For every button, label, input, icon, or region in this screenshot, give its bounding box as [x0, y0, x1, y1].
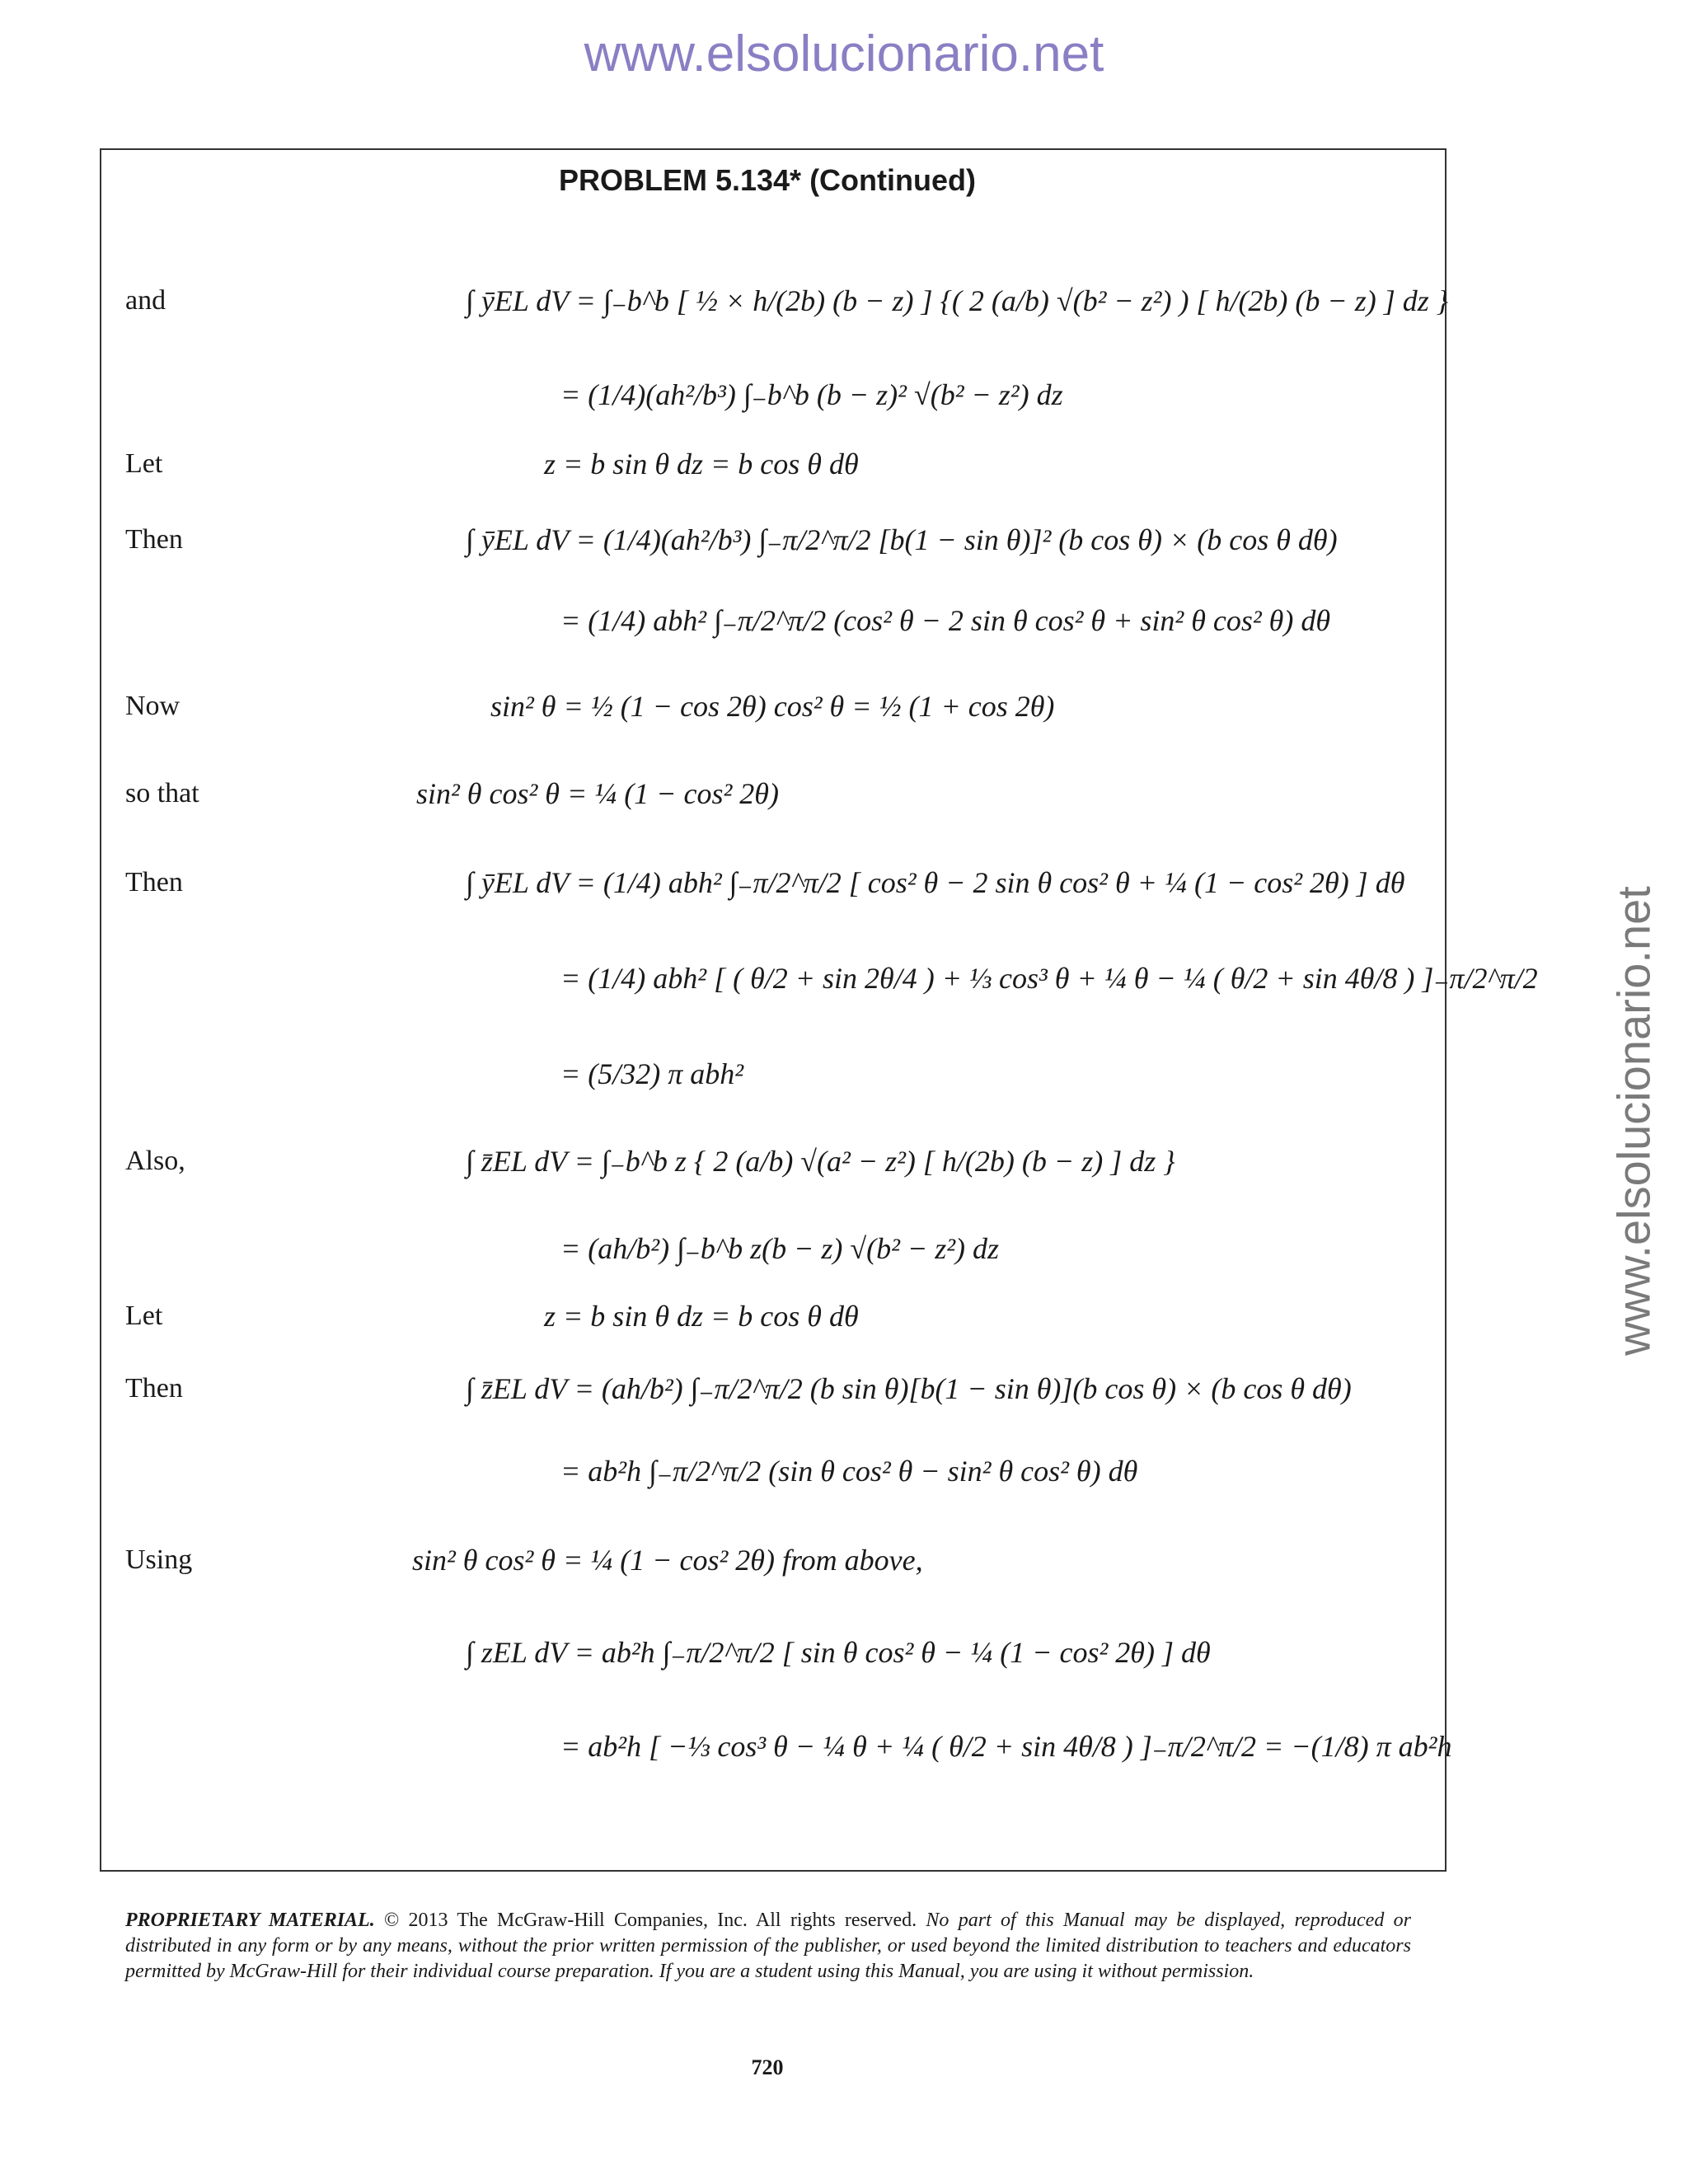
equation-ybar-antiderivative: = (1/4) abh² [ ( θ/2 + sin 2θ/4 ) + ⅓ cos³ θ + ¼ θ − ¼ ( θ/2 + sin 4θ/8 ) ]₋π/2^π/2: [560, 962, 1538, 995]
watermark-side: www.elsolucionario.net: [1607, 886, 1660, 1356]
copyright-normal: © 2013 The McGraw-Hill Companies, Inc. All rights reserved.: [374, 1910, 926, 1931]
copyright-bold: PROPRIETARY MATERIAL.: [125, 1910, 375, 1931]
copyright-italic: No part of this Manual may be displayed, reproduced or distributed in any form or by any means, without the prior written permission of the publisher, or used beyond the limited distribution to teachers and educators permitted by McGraw-Hill for their individual course preparation. If you are a student using this Manual, you are using it without permission.: [125, 1910, 1411, 1982]
equation-zbar-simplified: = (ah/b²) ∫₋b^b z(b − z) √(b² − z²) dz: [560, 1232, 1000, 1265]
equation-ybar-expanded: = (1/4) abh² ∫₋π/2^π/2 (cos² θ − 2 sin θ cos² θ + sin² θ cos² θ) dθ: [560, 604, 1331, 637]
row-label-then: Then: [125, 867, 183, 898]
row-label-let: Let: [125, 1301, 163, 1331]
equation-identities: sin² θ = ½ (1 − cos 2θ) cos² θ = ½ (1 + cos 2θ): [490, 690, 1055, 723]
equation-substitution: z = b sin θ dz = b cos θ dθ: [544, 448, 859, 480]
equation-ybar-theta: ∫ ȳEL dV = (1/4)(ah²/b³) ∫₋π/2^π/2 [b(1 − sin θ)]² (b cos θ) × (b cos θ dθ): [466, 523, 1338, 556]
copyright-notice: [125, 1908, 1411, 1985]
equation-substitution-2: z = b sin θ dz = b cos θ dθ: [544, 1300, 859, 1333]
row-label-let: Let: [125, 448, 163, 479]
problem-title: PROBLEM 5.134* (Continued): [558, 163, 977, 197]
row-label-so-that: so that: [125, 778, 199, 808]
page-number: 720: [751, 2055, 784, 2079]
row-label-and: and: [125, 285, 166, 316]
equation-zbar-expanded: = ab²h ∫₋π/2^π/2 (sin θ cos² θ − sin² θ cos² θ) dθ: [560, 1455, 1138, 1488]
row-label-also: Also,: [125, 1146, 185, 1176]
equation-ybar-simplified: = (1/4)(ah²/b³) ∫₋b^b (b − z)² √(b² − z²) dz: [560, 378, 1063, 411]
watermark-top: www.elsolucionario.net: [584, 26, 1104, 82]
equation-product-identity: sin² θ cos² θ = ¼ (1 − cos² 2θ): [416, 777, 779, 810]
equation-ybar-integral: ∫ ȳEL dV = ∫₋b^b [ ½ × h/(2b) (b − z) ] {( 2 (a/b) √(b² − z²) ) [ h/(2b) (b − z) ] dz }: [466, 284, 1449, 317]
equation-ybar-result: = (5/32) π abh²: [560, 1057, 744, 1090]
row-label-then: Then: [125, 524, 183, 555]
equation-zbar-integral: ∫ z̄EL dV = ∫₋b^b z { 2 (a/b) √(a² − z²) [ h/(2b) (b − z) ] dz }: [466, 1145, 1175, 1178]
row-label-now: Now: [125, 691, 181, 721]
equation-zbar-result: = ab²h [ −⅓ cos³ θ − ¼ θ + ¼ ( θ/2 + sin 4θ/8 ) ]₋π/2^π/2 = −(1/8) π ab²h: [560, 1730, 1452, 1763]
row-label-using: Using: [125, 1544, 193, 1575]
equation-zbar-substituted: ∫ zEL dV = ab²h ∫₋π/2^π/2 [ sin θ cos² θ − ¼ (1 − cos² 2θ) ] dθ: [466, 1636, 1211, 1669]
equation-zbar-theta: ∫ z̄EL dV = (ah/b²) ∫₋π/2^π/2 (b sin θ)[b(1 − sin θ)](b cos θ) × (b cos θ dθ): [466, 1372, 1352, 1405]
equation-from-above: sin² θ cos² θ = ¼ (1 − cos² 2θ) from above,: [412, 1544, 923, 1577]
equation-ybar-substituted: ∫ ȳEL dV = (1/4) abh² ∫₋π/2^π/2 [ cos² θ − 2 sin θ cos² θ + ¼ (1 − cos² 2θ) ] dθ: [466, 866, 1405, 899]
row-label-then: Then: [125, 1373, 183, 1404]
